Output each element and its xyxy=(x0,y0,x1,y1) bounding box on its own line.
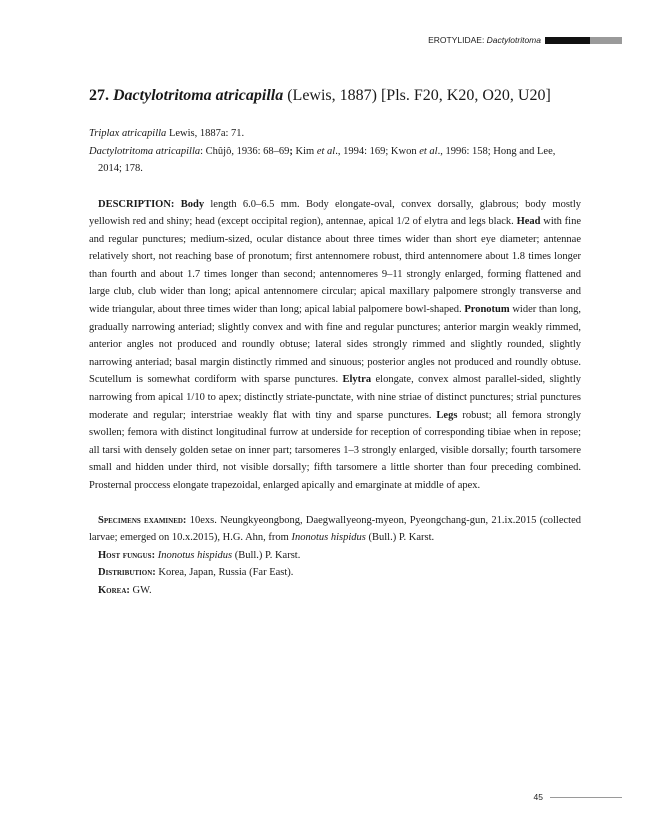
pronotum-text: wider than long, gradually narrowing anteriad; slightly convex and with fine and regular punctures; anterior margin weakly rimmed, anterior angles not produced and roundly obtuse; lateral sides strongly rimmed and slightly rounded, slightly narrowing anteriad; basal margin distinctly rimmed and sinuous; posterior angles not produced and roundly obtuse. Scutellum is somewhat cordiform with sparse punctures. xyxy=(89,304,581,386)
distribution-label: Distribution: xyxy=(98,567,156,579)
header-bar-light xyxy=(590,37,622,44)
reference-2 xyxy=(89,143,581,178)
body-text: length 6.0–6.5 mm. Body elongate-oval, convex dorsally, glabrous; body mostly yellowish red and shiny; head (except occipital region), antennae, apical 1/2 of elytra and legs black. xyxy=(89,198,581,228)
page-footer xyxy=(534,792,622,802)
host-author: (Bull.) P. Karst. xyxy=(232,549,301,561)
reference-1-name: Triplax atricapilla xyxy=(89,128,167,139)
header-text xyxy=(428,35,541,45)
head-text: with fine and regular punctures; medium-sized, ocular distance about three times wider than short eye diameter; antennae relatively short, not reaching base of pronotum; first antennomere robust, third antennomere about 1.8 times longer than fourth and about 1.7 times longer than second; antennomeres 9–11 strongly enlarged, forming flattened and large club, club wider than long; apical antennomere circular; apical maxillary palpomere strongly transverse and wide triangular, about three times wider than long; apical labial palpomere bowl-shaped. xyxy=(89,216,581,316)
reference-2-part-b: Kim xyxy=(292,145,317,157)
reference-2-part-c: ., 1994: 169; Kwon xyxy=(335,145,420,157)
elytra-label: Elytra xyxy=(342,374,372,386)
header-family: EROTYLIDAE: xyxy=(428,35,487,45)
page-content xyxy=(89,86,581,599)
reference-2-semicolon: ; xyxy=(289,145,293,157)
korea-text: GW. xyxy=(129,584,152,596)
elytra-text: elongate, convex almost parallel-sided, slightly narrowing from apical 1/10 to apex; distinctly striate-punctate, with nine striae of distinct punctures; strial punctures moderate and regular; interstriae weakly flat with tiny and sparse punctures. xyxy=(89,374,581,421)
running-header xyxy=(428,35,622,45)
footer-rule xyxy=(550,797,622,798)
korea-region xyxy=(89,582,581,600)
species-number: 27. xyxy=(89,87,109,104)
synonymy-list xyxy=(89,125,581,178)
species-title xyxy=(89,86,581,106)
reference-2-part-a: : Chûjô, 1936: 68–69 xyxy=(200,145,290,157)
legs-text: robust; all femora strongly swollen; femora with distinct longitudinal furrow at underside for reception of corresponding tibiae when in repose; all tarsi with densely golden setae on inner part; tarsomeres 1–3 strongly enlarged, visible dorsally; fourth tarsomere small and hidden under third, not visible dorsally; fifth tarsomere a little shorter than four preceding combined. Prosternal proccess elongate trapezoidal, enlarged apically and emarginate at middle of apex. xyxy=(89,409,581,491)
description-paragraph xyxy=(89,196,581,495)
reference-2-name: Dactylotritoma atricapilla xyxy=(89,145,201,157)
header-bar-dark xyxy=(545,37,590,44)
reference-1 xyxy=(89,125,581,143)
host-label: Host fungus: xyxy=(98,549,156,561)
legs-label: Legs xyxy=(436,409,458,421)
reference-2-etal-1: et al xyxy=(316,145,336,157)
specimens-host-species: Inonotus hispidus xyxy=(291,532,366,544)
body-label: Body xyxy=(180,198,205,210)
reference-2-etal-2: et al xyxy=(419,145,438,157)
korea-label: Korea: xyxy=(98,584,130,596)
specimens-label: Specimens examined: xyxy=(98,514,187,526)
distribution-text: Korea, Japan, Russia (Far East). xyxy=(155,567,294,579)
header-genus: Dactylotritoma xyxy=(486,35,541,45)
specimens-host-author: (Bull.) P. Karst. xyxy=(365,532,435,544)
host-fungus xyxy=(89,547,581,565)
species-name: Dactylotritoma atricapilla xyxy=(113,87,284,104)
host-name: Inonotus hispidus xyxy=(157,549,233,561)
reference-1-text: Lewis, 1887a: 71. xyxy=(166,128,245,139)
specimens-examined xyxy=(89,512,581,547)
specimens-text: 10exs. Neungkyeongbong, Daegwallyeong-myeon, Pyeongchang-gun, 21.ix.2015 (collected larvae; emerged on 10.x.2015), H.G. Ahn, from xyxy=(89,514,581,544)
description-heading: DESCRIPTION: xyxy=(98,198,175,210)
page-number: 45 xyxy=(533,792,543,802)
pronotum-label: Pronotum xyxy=(464,304,510,316)
reference-2-part-d: ., 1996: 158; Hong and Lee, 2014; 178. xyxy=(98,145,556,174)
species-author: (Lewis, 1887) [Pls. F20, K20, O20, U20] xyxy=(287,87,551,104)
head-label: Head xyxy=(516,216,541,228)
distribution xyxy=(89,564,581,582)
